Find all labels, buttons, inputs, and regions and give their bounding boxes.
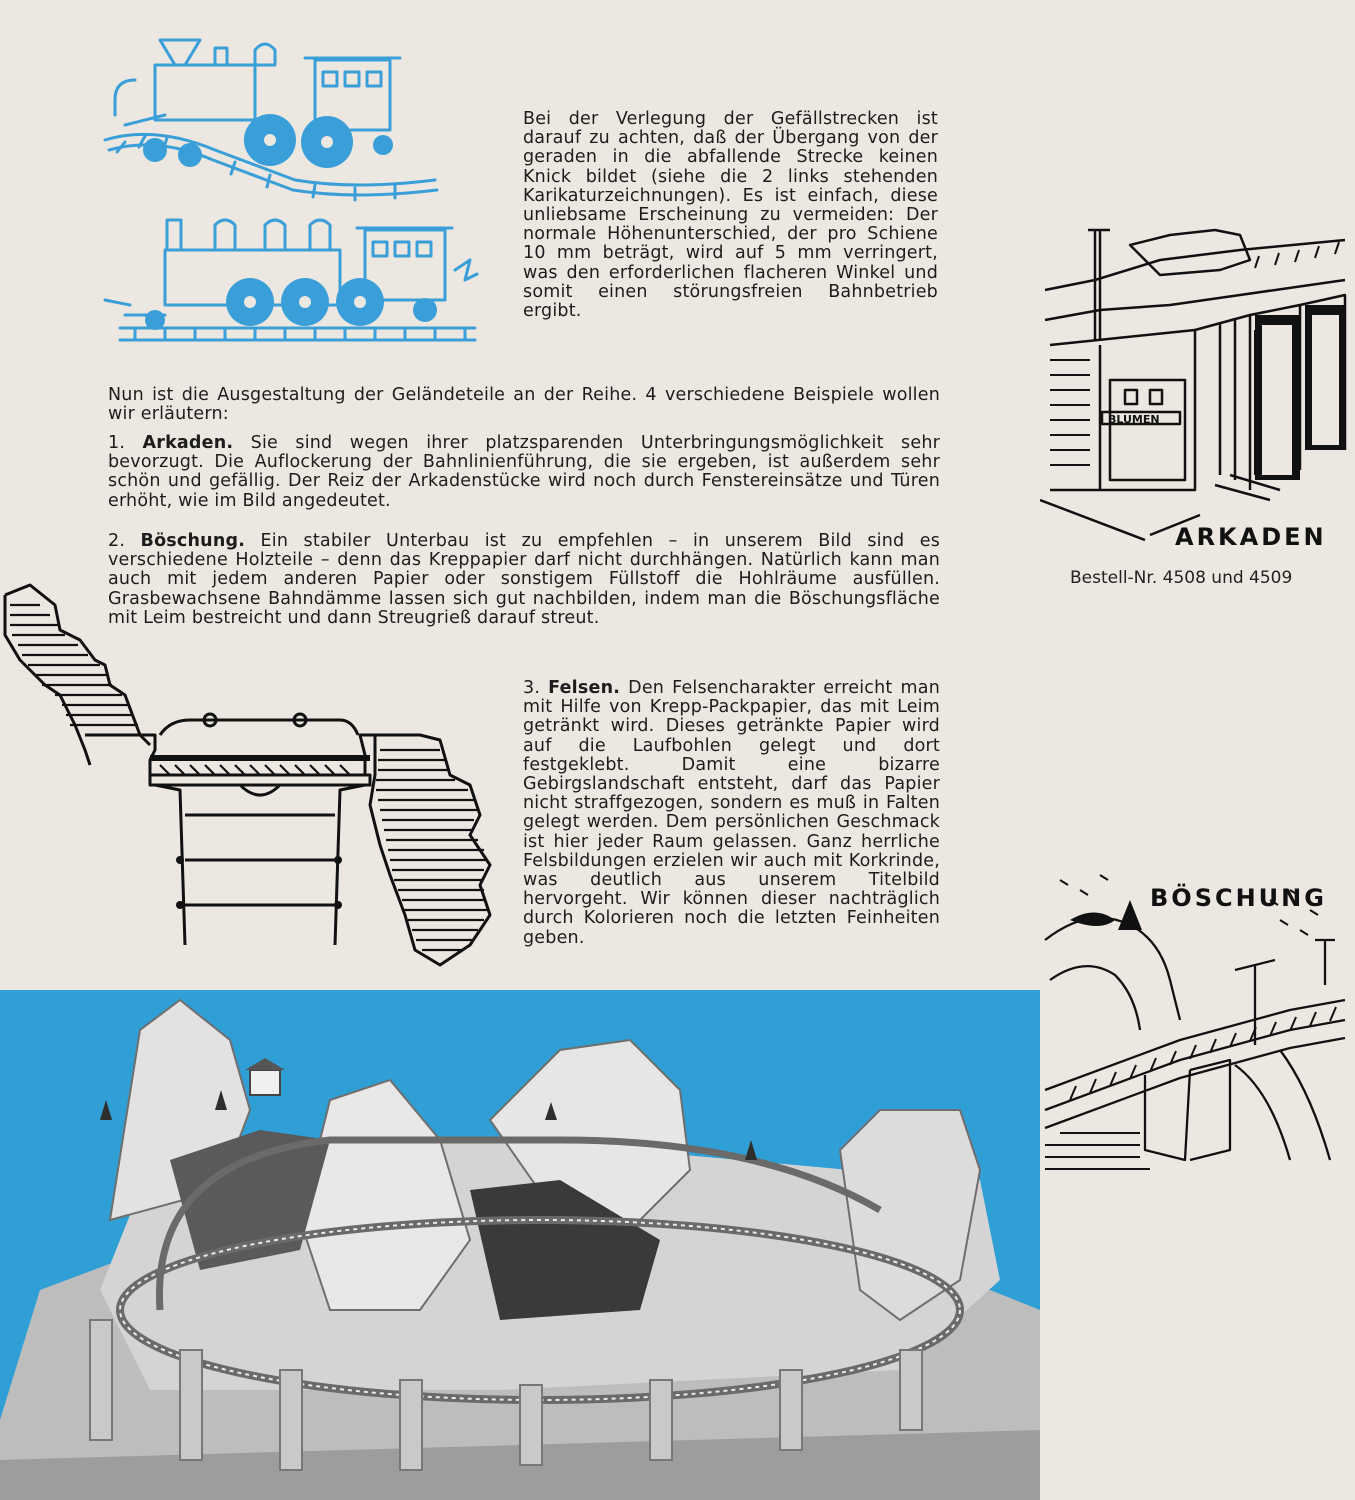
- section-heading: Böschung.: [140, 531, 246, 551]
- locomotive-cartoon-icon: [95, 30, 505, 365]
- section-number: 3.: [523, 678, 541, 698]
- section-heading: Felsen.: [548, 678, 621, 698]
- embankment-cross-section-icon: [0, 575, 505, 975]
- section-body: Den Felsencharakter erreicht man mit Hilfe von Krepp-Packpapier, das mit Leim getränkt wird. Dieses getränkte Papier wird auf die Laufbohlen gelegt und dort festgeklebt. Damit eine bizarre Gebirgslandschaft entsteht, darf das Papier nicht straffgezogen, sondern es muß in Falten gelegt werden. Dem persönlichen Geschmack ist hier jeder Raum gelassen. Ganz herrliche Felsbildungen erzielen wir auch mit Korkrinde, was deutlich aus unserem Titelbild hervorgeht. Wir können dieser nachträglich durch Kolorieren noch die letzten Feinheiten geben.: [523, 678, 940, 948]
- arcade-bridge-icon: [1040, 190, 1350, 555]
- boeschung-label: BÖSCHUNG: [1150, 884, 1327, 912]
- section-felsen: [523, 679, 940, 948]
- section-number: 1.: [108, 433, 126, 453]
- section-number: 2.: [108, 531, 126, 551]
- section-arkaden: [108, 434, 940, 511]
- section-heading: Arkaden.: [142, 433, 234, 453]
- intro-paragraph: Bei der Verlegung der Gefällstrecken ist darauf zu achten, daß der Übergang von der geraden in die abfallende Strecke keinen Knick bildet (siehe die 2 links stehenden Karikaturzeichnungen). Es ist einfach, diese unliebsame Erscheinung zu vermeiden: Der normale Höhenunterschied, der pro Schiene 10 mm beträgt, wird auf 5 mm verringert, was den erforderlichen flacheren Winkel und somit einen störungsfreien Bahnbetrieb ergibt.: [523, 109, 938, 322]
- order-number: Bestell-Nr. 4508 und 4509: [1070, 568, 1293, 588]
- arkaden-label: ARKADEN: [1175, 523, 1327, 551]
- layout-photo: [0, 990, 1040, 1500]
- section-body: Sie sind wegen ihrer platzsparenden Unterbringungsmöglichkeit sehr bevorzugt. Die Auflockerung der Bahnlinienführung, die sie ergeben, ist außerdem sehr schön und gefällig. Der Reiz der Arkadenstücke wird noch durch Fenstereinsätze und Türen erhöht, wie im Bild angedeutet.: [108, 433, 941, 511]
- section-body: Ein stabiler Unterbau ist zu empfehlen – in unserem Bild sind es verschiedene Holzteile – denn das Kreppapier darf nicht durchhängen. Natürlich kann man auch mit jedem anderen Papier oder sonstigem Füllstoff die Hohlräume ausfüllen. Grasbewachsene Bahndämme lassen sich gut nachbilden, indem man die Böschungsfläche mit Leim bestreicht und dann Streugrieß darauf streut.: [108, 531, 941, 628]
- examples-intro-paragraph: Nun ist die Ausgestaltung der Geländeteile an der Reihe. 4 verschiedene Beispiele wollen wir erläutern:: [108, 385, 940, 425]
- shop-sign-text: BLUMEN: [1108, 413, 1160, 426]
